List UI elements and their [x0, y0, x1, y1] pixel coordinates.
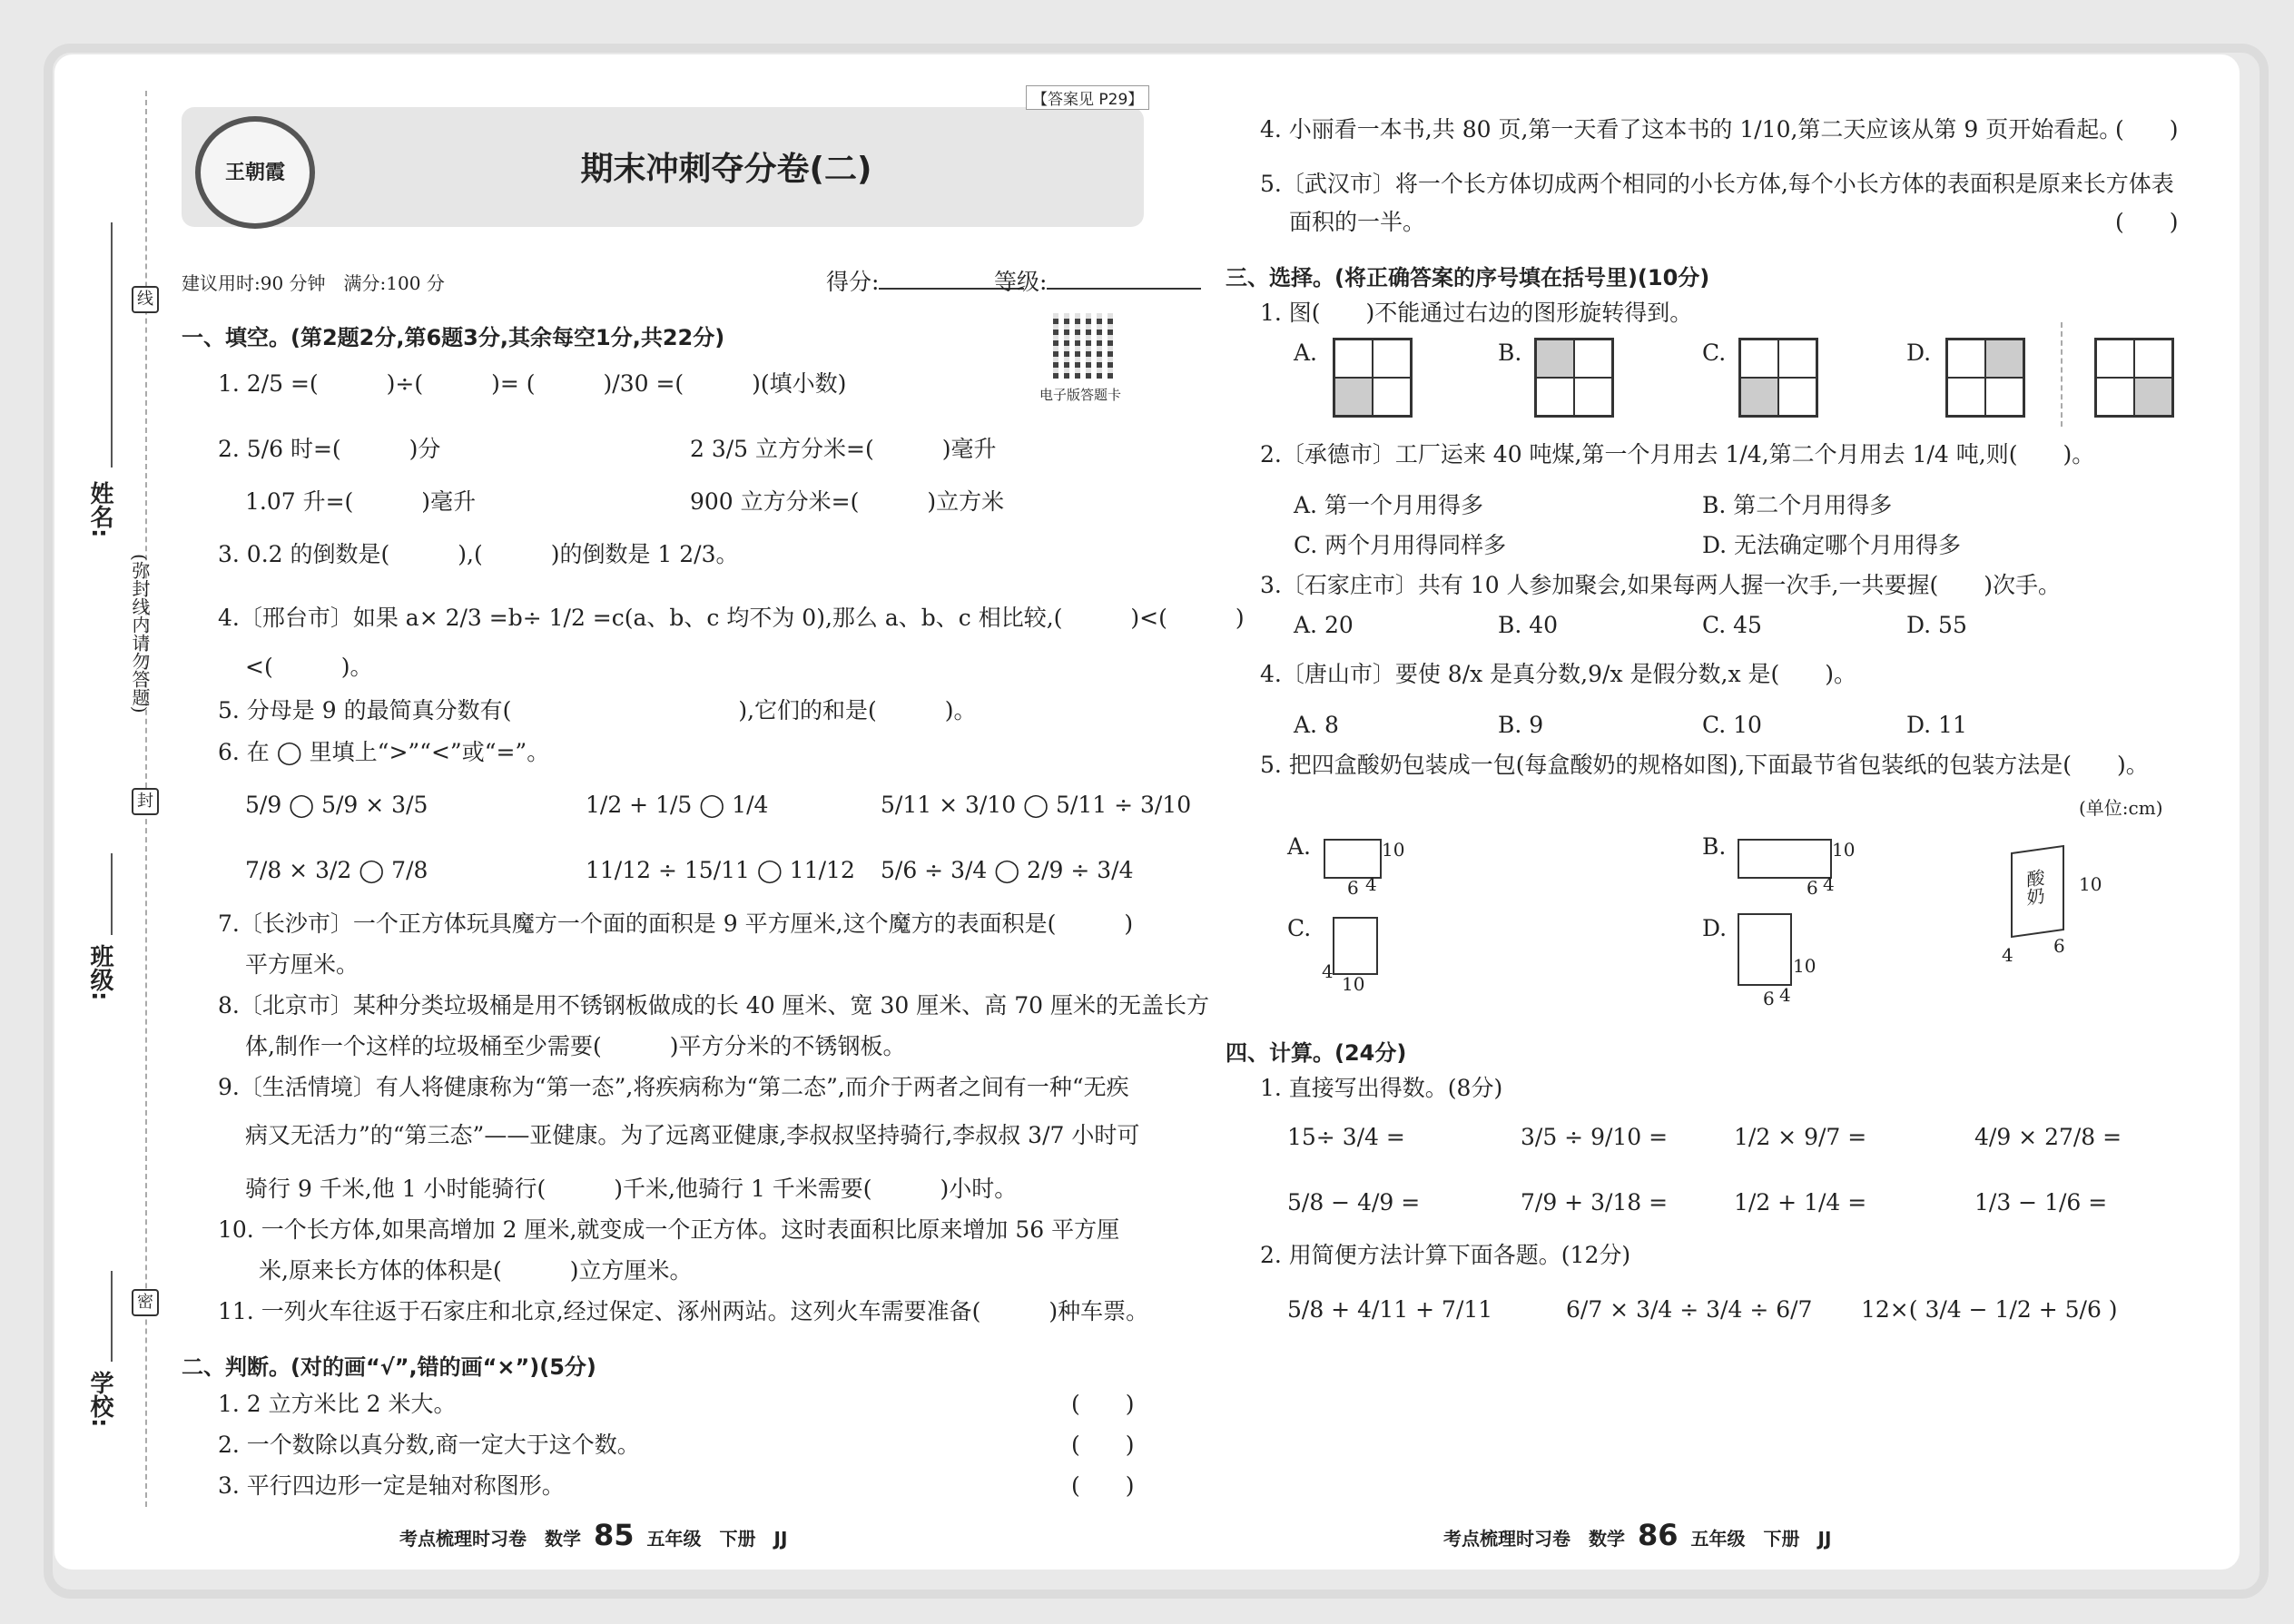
package-a-height: 10 [1382, 839, 1405, 861]
q9a-text: 9.〔生活情境〕有人将健康称为“第一态”,将疾病称为“第二态”,而介于两者之间有一种“无疾 [218, 1074, 1129, 1100]
choice5-text: 5. 把四盒酸奶包装成一包(每盒酸奶的规格如图),下面最节省包装纸的包装方法是( )。 [1260, 752, 2149, 778]
judge3-text: 3. 平行四边形一定是轴对称图形。 [218, 1472, 565, 1499]
c1-figure-c [1738, 338, 1818, 418]
choice1-text: 1. 图( )不能通过右边的图形旋转得到。 [1260, 300, 1693, 326]
c2-opt-a[interactable]: A. 第一个月用得多 [1294, 492, 1483, 518]
footer-right [1443, 1518, 1831, 1552]
judge5b-text: 面积的一半。 [1289, 209, 1426, 235]
package-a-width: 6 [1347, 877, 1359, 899]
name-line [111, 222, 113, 468]
grade-label: 等级: [994, 269, 1048, 295]
cell [2096, 378, 2134, 416]
q6-item-2: 1/2 + 1/5 ◯ 1/4 [586, 792, 769, 818]
package-d-depth: 4 [1779, 984, 1791, 1006]
c5-opt-a[interactable]: A. [1287, 833, 1312, 860]
q2b-text: 2 3/5 立方分米=( )毫升 [690, 436, 997, 462]
package-d-width: 6 [1763, 988, 1775, 1009]
section4-title: 四、计算。(24分) [1226, 1040, 1407, 1066]
q9b-text: 病又无活力”的“第三态”——亚健康。为了远离亚健康,李叔叔坚持骑行,李叔叔 3/7 小时可 [245, 1122, 1140, 1148]
footer-right-pre: 考点梳理时习卷 数学 [1443, 1528, 1625, 1550]
calc2-item-3: 12×( 3/4 − 1/2 + 5/6 ) [1861, 1296, 2118, 1323]
cell [1740, 378, 1778, 416]
q7b-text: 平方厘米。 [245, 951, 359, 978]
package-d [1738, 913, 1792, 986]
c2-opt-b[interactable]: B. 第二个月用得多 [1702, 492, 1893, 518]
q10a-text: 10. 一个长方体,如果高增加 2 厘米,就变成一个正方体。这时表面积比原来增加 56 平方厘 [218, 1216, 1120, 1243]
class-label: 班级: [86, 944, 113, 1001]
yogurt-carton [2011, 845, 2064, 938]
page-number-86: 86 [1638, 1518, 1679, 1552]
section2-title: 二、判断。(对的画“√”,错的画“×”)(5分) [182, 1354, 596, 1380]
q6-item-6: 5/6 ÷ 3/4 ◯ 2/9 ÷ 3/4 [881, 857, 1134, 883]
judge2-text: 2. 一个数除以真分数,商一定大于这个数。 [218, 1432, 640, 1458]
choice3-text: 3.〔石家庄市〕共有 10 人参加聚会,如果每两人握一次手,一共要握( )次手。 [1260, 572, 2061, 598]
carton-height: 10 [2079, 873, 2102, 895]
judge1-text: 1. 2 立方米比 2 米大。 [218, 1391, 457, 1417]
c2-opt-d[interactable]: D. 无法确定哪个月用得多 [1702, 532, 1962, 558]
q8a-text: 8.〔北京市〕某种分类垃圾桶是用不锈钢板做成的长 40 厘米、宽 30 厘米、高 70 厘米的无盖长方 [218, 992, 1209, 1019]
q5-text: 5. 分母是 9 的最简真分数有( ),它们的和是( )。 [218, 697, 977, 723]
q8b-text: 体,制作一个这样的垃圾桶至少需要( )平方分米的不锈钢板。 [245, 1033, 906, 1059]
c2-opt-c[interactable]: C. 两个月用得同样多 [1294, 532, 1507, 558]
q11-text: 11. 一列火车往返于石家庄和北京,经过保定、涿州两站。这列火车需要准备( )种车票。 [218, 1298, 1149, 1324]
cell [2134, 378, 2172, 416]
cell [1947, 378, 1985, 416]
class-line [111, 853, 113, 935]
seal-line: 线 [132, 286, 159, 313]
c4-opt-b[interactable]: B. 9 [1498, 712, 1544, 738]
q1-text: 1. 2/5 =( )÷( )= ( )/30 =( )(填小数) [218, 370, 847, 397]
school-label: 学校: [86, 1371, 113, 1428]
calc1-text: 1. 直接写出得数。(8分) [1260, 1075, 1503, 1101]
grade-field[interactable] [994, 266, 1201, 296]
unit-note: (单位:cm) [2079, 797, 2163, 819]
calc1-item-3: 1/2 × 9/7 = [1734, 1124, 1867, 1150]
c1-reference-figure [2094, 338, 2174, 418]
c1-figure-a [1333, 338, 1413, 418]
q4b-text: <( )。 [245, 654, 373, 680]
c1-opt-c[interactable]: C. [1702, 340, 1727, 366]
judge4-paren[interactable]: ( ) [2115, 116, 2179, 143]
cell [1334, 378, 1373, 416]
cell [1574, 340, 1612, 378]
score-label: 得分: [826, 269, 880, 295]
qr-code[interactable] [1053, 313, 1118, 379]
cell [1778, 340, 1816, 378]
section3-title: 三、选择。(将正确答案的序号填在括号里)(10分) [1226, 265, 1710, 290]
cell [1985, 340, 2023, 378]
seal-seal: 封 [132, 788, 159, 815]
cell [1536, 340, 1574, 378]
package-d-height: 10 [1793, 955, 1816, 977]
footer-right-post: 五年级 下册 JJ [1690, 1528, 1832, 1550]
cell [1574, 378, 1612, 416]
judge1-paren[interactable]: ( ) [1071, 1391, 1135, 1417]
calc1-item-5: 5/8 − 4/9 = [1287, 1189, 1421, 1216]
c5-opt-b[interactable]: B. [1702, 833, 1727, 860]
q10b-text: 米,原来长方体的体积是( )立方厘米。 [259, 1257, 693, 1284]
judge5a-text: 5.〔武汉市〕将一个长方体切成两个相同的小长方体,每个小长方体的表面积是原来长方体表 [1260, 171, 2174, 197]
q2c-text: 1.07 升=( )毫升 [245, 488, 477, 515]
time-info: 建议用时:90 分钟 满分:100 分 [182, 272, 445, 294]
package-c-depth: 4 [1322, 960, 1334, 982]
cell [2134, 340, 2172, 378]
judge4-text: 4. 小丽看一本书,共 80 页,第一天看了这本书的 1/10,第二天应该从第 9 页开始看起。 [1260, 116, 2122, 143]
footer-left [399, 1518, 787, 1552]
c3-opt-a[interactable]: A. 20 [1294, 612, 1354, 638]
c3-opt-c[interactable]: C. 45 [1702, 612, 1762, 638]
c1-figure-d [1945, 338, 2025, 418]
choice4-text: 4.〔唐山市〕要使 8/x 是真分数,9/x 是假分数,x 是( )。 [1260, 661, 1856, 687]
carton-width: 6 [2053, 935, 2065, 957]
figure-separator [2061, 322, 2063, 427]
package-b-width: 6 [1807, 877, 1818, 899]
q2a-text: 2. 5/6 时=( )分 [218, 436, 441, 462]
cell [1985, 378, 2023, 416]
q6-item-5: 11/12 ÷ 15/11 ◯ 11/12 [586, 857, 855, 883]
q6-text: 6. 在 ◯ 里填上“>”“<”或“=”。 [218, 739, 550, 765]
q3-text: 3. 0.2 的倒数是( ),( )的倒数是 1 2/3。 [218, 541, 739, 567]
judge2-paren[interactable]: ( ) [1071, 1432, 1135, 1458]
qr-caption: 电子版答题卡 [1039, 387, 1122, 403]
cell [1947, 340, 1985, 378]
cell [1373, 340, 1411, 378]
choice2-text: 2.〔承德市〕工厂运来 40 吨煤,第一个月用去 1/4,第二个月用去 1/4 吨,则( )。 [1260, 441, 2095, 468]
q6-item-1: 5/9 ◯ 5/9 × 3/5 [245, 792, 428, 818]
c4-opt-a[interactable]: A. 8 [1294, 712, 1339, 738]
q2d-text: 900 立方分米=( )立方米 [690, 488, 1005, 515]
q4a-text: 4.〔邢台市〕如果 a× 2/3 =b÷ 1/2 =c(a、b、c 均不为 0),那么 a、b、c 相比较,( )<( ) [218, 605, 1245, 631]
judge5-paren[interactable]: ( ) [2115, 209, 2179, 235]
footer-left-pre: 考点梳理时习卷 数学 [399, 1528, 581, 1550]
calc1-item-6: 7/9 + 3/18 = [1521, 1189, 1669, 1216]
package-a-depth: 4 [1365, 873, 1377, 895]
c5-opt-d[interactable]: D. [1702, 915, 1728, 941]
cell [1778, 378, 1816, 416]
package-b-depth: 4 [1823, 873, 1835, 895]
calc1-item-8: 1/3 − 1/6 = [1974, 1189, 2108, 1216]
package-b-height: 10 [1832, 839, 1856, 861]
package-c [1333, 917, 1378, 975]
calc2-item-2: 6/7 × 3/4 ÷ 3/4 ÷ 6/7 [1566, 1296, 1813, 1323]
calc2-text: 2. 用简便方法计算下面各题。(12分) [1260, 1242, 1631, 1268]
cell [2096, 340, 2134, 378]
q6-item-4: 7/8 × 3/2 ◯ 7/8 [245, 857, 428, 883]
c3-opt-b[interactable]: B. 40 [1498, 612, 1559, 638]
c1-opt-a[interactable]: A. [1294, 340, 1318, 366]
c4-opt-d[interactable]: D. 11 [1906, 712, 1967, 738]
calc1-item-4: 4/9 × 27/8 = [1974, 1124, 2122, 1150]
section1-title: 一、填空。(第2题2分,第6题3分,其余每空1分,共22分) [182, 325, 725, 350]
c3-opt-d[interactable]: D. 55 [1906, 612, 1967, 638]
name-label: 姓名: [86, 481, 113, 538]
answer-reference: 【答案见 P29】 [1026, 85, 1149, 110]
school-line [111, 1271, 113, 1362]
cell [1334, 340, 1373, 378]
c1-opt-b[interactable]: B. [1498, 340, 1522, 366]
footer-left-post: 五年级 下册 JJ [646, 1528, 788, 1550]
cell [1373, 378, 1411, 416]
logo-text: 王朝霞 [224, 161, 285, 184]
package-b [1738, 839, 1832, 879]
carton-label: 酸奶 [2023, 867, 2045, 908]
c1-figure-b [1534, 338, 1614, 418]
cell [1536, 378, 1574, 416]
q6-item-3: 5/11 × 3/10 ◯ 5/11 ÷ 3/10 [881, 792, 1192, 818]
package-c-width: 10 [1342, 973, 1365, 995]
grade-blank[interactable] [1047, 266, 1201, 290]
q7a-text: 7.〔长沙市〕一个正方体玩具魔方一个面的面积是 9 平方厘米,这个魔方的表面积是( ) [218, 910, 1134, 937]
calc1-item-2: 3/5 ÷ 9/10 = [1521, 1124, 1669, 1150]
carton-depth: 4 [2002, 944, 2013, 966]
calc1-item-1: 15÷ 3/4 = [1287, 1124, 1405, 1150]
judge3-paren[interactable]: ( ) [1071, 1472, 1135, 1499]
c1-opt-d[interactable]: D. [1906, 340, 1932, 366]
binding-note: (弥封线内请勿答题) [129, 554, 151, 714]
page-title: 期末冲刺夺分卷(二) [580, 151, 872, 188]
page-number-85: 85 [594, 1518, 635, 1552]
seal-secret: 密 [132, 1289, 159, 1316]
calc2-item-1: 5/8 + 4/11 + 7/11 [1287, 1296, 1493, 1323]
c4-opt-c[interactable]: C. 10 [1702, 712, 1762, 738]
c5-opt-c[interactable]: C. [1287, 915, 1312, 941]
calc1-item-7: 1/2 + 1/4 = [1734, 1189, 1867, 1216]
brand-logo [195, 116, 315, 229]
q9c-text: 骑行 9 千米,他 1 小时能骑行( )千米,他骑行 1 千米需要( )小时。 [245, 1176, 1018, 1202]
cell [1740, 340, 1778, 378]
